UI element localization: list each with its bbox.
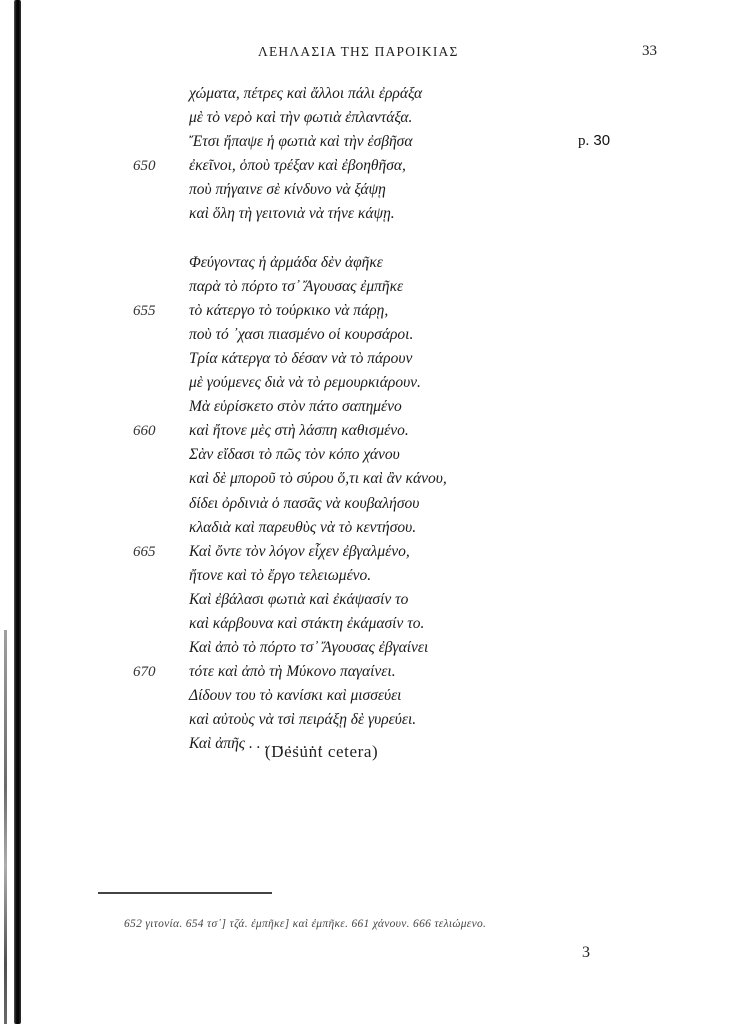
stanza-2 bbox=[0, 251, 738, 757]
stanza-1 bbox=[0, 82, 738, 227]
verse-text: παρὰ τὸ πόρτο τσ᾽ Ἄγουσας ἐμπῆκε bbox=[189, 277, 404, 295]
verse-text: Καὶ ἀπὸ τὸ πόρτο τσ᾽ Ἄγουσας ἐβγαίνει bbox=[189, 639, 429, 657]
signature-mark: 3 bbox=[582, 944, 590, 961]
margin-ref-prefix: p. bbox=[578, 133, 590, 149]
verse-text: τότε καὶ ἀπὸ τὴ Μύκονο παγαίνει. bbox=[189, 663, 396, 681]
verse-line bbox=[0, 612, 738, 636]
verse-line bbox=[0, 106, 738, 130]
verse-line bbox=[0, 371, 738, 395]
verse-line bbox=[0, 564, 738, 588]
verse-line bbox=[0, 323, 738, 347]
verse-text: ἐκεῖνοι, ὁποὺ τρέξαν καὶ ἐβοηθῆσα, bbox=[189, 157, 406, 175]
verse-line bbox=[0, 130, 738, 154]
verse-line bbox=[0, 660, 738, 684]
verse-line bbox=[0, 708, 738, 732]
verse-line bbox=[0, 178, 738, 202]
verse-text: ἤτονε καὶ τὸ ἔργο τελειωμένο. bbox=[189, 566, 372, 584]
verse-text: καὶ αὐτοὺς νὰ τσὶ πειράξῃ δὲ γυρεύει. bbox=[189, 711, 417, 729]
verse-line bbox=[0, 467, 738, 491]
verse-line bbox=[0, 82, 738, 106]
page-number: 33 bbox=[642, 43, 657, 59]
verse-text: ποὺ πήγαινε σὲ κίνδυνο νὰ ξάψῃ bbox=[189, 181, 386, 199]
verse-text: Καὶ ἀπῆς . . . . . . . . . . bbox=[189, 735, 323, 753]
poem-text bbox=[0, 82, 738, 757]
line-number: 670 bbox=[133, 664, 156, 681]
verse-line bbox=[0, 540, 738, 564]
verse-text: Καὶ ἐβάλασι φωτιὰ καὶ ἐκάψασίν το bbox=[189, 590, 409, 608]
verse-text: τὸ κάτεργο τὸ τούρκικο νὰ πάρῃ, bbox=[189, 301, 389, 319]
verse-line bbox=[0, 516, 738, 540]
line-number: 665 bbox=[133, 543, 156, 560]
footnotes: 652 γιτονία. 654 τσ᾽] τζά. ἐμπῆκε] καὶ ἐμπῆκε. 661 χάνουν. 666 τελιώμενο. bbox=[124, 918, 487, 930]
verse-line bbox=[0, 275, 738, 299]
footnote-rule bbox=[98, 892, 272, 894]
verse-text: ποὺ τό ᾽χασι πιασμένο οἱ κουρσάροι. bbox=[189, 325, 414, 343]
verse-line bbox=[0, 154, 738, 178]
verse-text: μὲ τὸ νερὸ καὶ τὴν φωτιὰ ἐπλαντάξα. bbox=[189, 109, 413, 127]
verse-text: καὶ κάρβουνα καὶ στάκτη ἐκάμασίν το. bbox=[189, 614, 425, 632]
verse-line bbox=[0, 443, 738, 467]
verse-line bbox=[0, 684, 738, 708]
verse-line bbox=[0, 299, 738, 323]
verse-line bbox=[0, 636, 738, 660]
verse-line bbox=[0, 395, 738, 419]
verse-text: καὶ ἤτονε μὲς στὴ λάσπη καθισμένο. bbox=[189, 422, 409, 440]
verse-text: Σὰν εἴδασι τὸ πῶς τὸν κόπο χάνου bbox=[189, 446, 400, 464]
verse-text: Ἔτσι ἤπαψε ἡ φωτιὰ καὶ τὴν ἐσβῆσα bbox=[189, 133, 413, 151]
verse-text: μὲ γούμενες διὰ νὰ τὸ ρεμουρκιάρουν. bbox=[189, 374, 421, 392]
closing-note: (Desunt cetera) bbox=[265, 742, 379, 761]
line-number: 655 bbox=[133, 302, 156, 319]
verse-text: Καὶ ὄντε τὸν λόγον εἶχεν ἐβγαλμένο, bbox=[189, 542, 410, 560]
verse-text: καὶ ὅλη τὴ γειτονιὰ νὰ τήνε κάψῃ. bbox=[189, 205, 395, 223]
verse-line bbox=[0, 492, 738, 516]
verse-text: χώματα, πέτρες καὶ ἄλλοι πάλι ἐρράξα bbox=[189, 85, 423, 102]
verse-text: δίδει ὀρδινιὰ ὁ πασᾶς νὰ κουβαλήσου bbox=[189, 494, 420, 512]
verse-text: καὶ δὲ μποροῦ τὸ σύρου ὅ,τι καὶ ἂν κάνου, bbox=[189, 470, 447, 488]
verse-line bbox=[0, 202, 738, 226]
verse-text: Φεύγοντας ἡ ἀρμάδα δὲν ἀφῆκε bbox=[189, 253, 383, 271]
margin-ref-number: 30 bbox=[593, 132, 611, 149]
verse-text: Δίδουν του τὸ κανίσκι καὶ μισσεύει bbox=[189, 687, 402, 705]
running-head: ΛΕΗΛΑΣΙΑ ΤΗΣ ΠΑΡΟΙΚΙΑΣ bbox=[258, 44, 459, 59]
verse-line bbox=[0, 419, 738, 443]
line-number: 660 bbox=[133, 423, 156, 440]
verse-line bbox=[0, 251, 738, 275]
verse-text: κλαδιὰ καὶ παρευθὺς νὰ τὸ κεντήσου. bbox=[189, 518, 417, 536]
verse-line bbox=[0, 347, 738, 371]
verse-text: Μὰ εὑρίσκετο στὸν πάτο σαπημένο bbox=[189, 398, 402, 416]
line-number: 650 bbox=[133, 158, 156, 175]
verse-line bbox=[0, 588, 738, 612]
verse-text: Τρία κάτεργα τὸ δέσαν νὰ τὸ πάρουν bbox=[189, 349, 413, 367]
